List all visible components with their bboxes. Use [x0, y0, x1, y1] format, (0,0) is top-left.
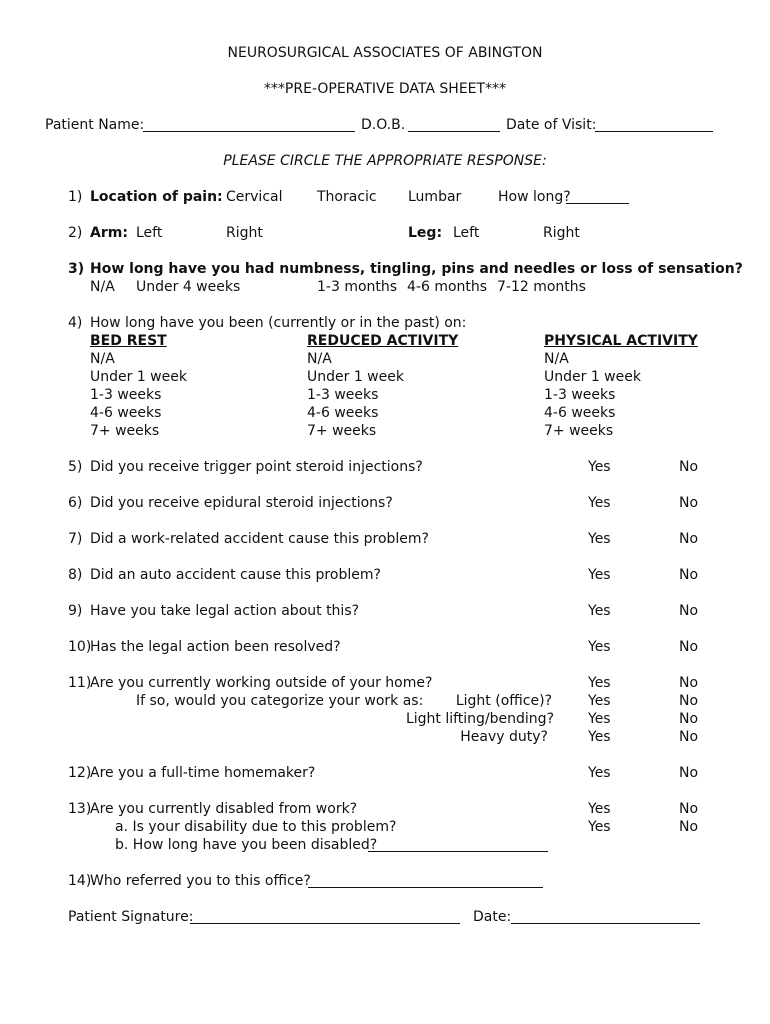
q14-number: 14): [68, 873, 92, 889]
visit-date-field[interactable]: [595, 131, 713, 132]
q4-reduced-activity-option[interactable]: Under 1 week: [307, 369, 404, 385]
instruction: PLEASE CIRCLE THE APPROPRIATE RESPONSE:: [223, 153, 547, 169]
q4-bed-rest-option[interactable]: 7+ weeks: [90, 423, 160, 439]
q13b-text: b. How long have you been disabled?: [115, 837, 378, 853]
q10-number: 10): [68, 639, 92, 655]
q4-bed-rest-header: BED REST: [90, 333, 167, 349]
q8-yes[interactable]: Yes: [588, 567, 611, 583]
q1-label: Location of pain:: [90, 189, 223, 205]
q2-arm-right[interactable]: Right: [226, 225, 263, 241]
q12-number: 12): [68, 765, 92, 781]
q4-reduced-activity-header: REDUCED ACTIVITY: [307, 333, 459, 349]
q5-no[interactable]: No: [679, 459, 699, 475]
q3-option-4-6-months[interactable]: 4-6 months: [407, 279, 488, 295]
patient-name-field[interactable]: [143, 131, 355, 132]
q11-sub-text: If so, would you categorize your work as:: [136, 693, 424, 709]
q1-option-lumbar[interactable]: Lumbar: [408, 189, 462, 205]
q3-option-under-4-weeks[interactable]: Under 4 weeks: [136, 279, 241, 295]
q4-physical-activity-option[interactable]: 4-6 weeks: [544, 405, 616, 421]
q4-bed-rest-option[interactable]: 4-6 weeks: [90, 405, 162, 421]
q7-yes[interactable]: Yes: [588, 531, 611, 547]
q11-number: 11): [68, 675, 92, 691]
q8-no[interactable]: No: [679, 567, 699, 583]
q7-no[interactable]: No: [679, 531, 699, 547]
visit-date-label: Date of Visit:: [506, 117, 597, 133]
q4-reduced-activity-option[interactable]: 4-6 weeks: [307, 405, 379, 421]
q10-yes[interactable]: Yes: [588, 639, 611, 655]
q9-no[interactable]: No: [679, 603, 699, 619]
q13a-no[interactable]: No: [679, 819, 699, 835]
q9-number: 9): [68, 603, 83, 619]
q3-number: 3): [68, 261, 85, 277]
q11-light-office-yes[interactable]: Yes: [588, 693, 611, 709]
q6-no[interactable]: No: [679, 495, 699, 511]
q1-how-long-field[interactable]: [566, 203, 629, 204]
q2-arm-label: Arm:: [90, 225, 128, 241]
q13-text: Are you currently disabled from work?: [90, 801, 358, 817]
q13-no[interactable]: No: [679, 801, 699, 817]
q14-referral-field[interactable]: [308, 887, 543, 888]
q11-heavy-duty-yes[interactable]: Yes: [588, 729, 611, 745]
q12-no[interactable]: No: [679, 765, 699, 781]
q3-option-7-12-months[interactable]: 7-12 months: [497, 279, 586, 295]
q13a-yes[interactable]: Yes: [588, 819, 611, 835]
q8-text: Did an auto accident cause this problem?: [90, 567, 381, 583]
q6-text: Did you receive epidural steroid injections?: [90, 495, 393, 511]
q3-text: How long have you had numbness, tingling, pins and needles or loss of sensation?: [90, 261, 743, 277]
q12-text: Are you a full-time homemaker?: [90, 765, 316, 781]
q5-number: 5): [68, 459, 83, 475]
q11-text: Are you currently working outside of your home?: [90, 675, 433, 691]
q1-option-thoracic[interactable]: Thoracic: [317, 189, 377, 205]
org-name: NEUROSURGICAL ASSOCIATES OF ABINGTON: [227, 45, 543, 61]
q4-text: How long have you been (currently or in the past) on:: [90, 315, 467, 331]
dob-label: D.O.B.: [361, 117, 406, 133]
q4-bed-rest-option[interactable]: 1-3 weeks: [90, 387, 162, 403]
q4-bed-rest-option[interactable]: N/A: [90, 351, 115, 367]
q12-yes[interactable]: Yes: [588, 765, 611, 781]
q5-yes[interactable]: Yes: [588, 459, 611, 475]
signature-field[interactable]: [190, 923, 460, 924]
q11-no[interactable]: No: [679, 675, 699, 691]
q13b-field[interactable]: [368, 851, 548, 852]
q11-light-lifting-label: Light lifting/bending?: [405, 711, 554, 727]
q4-physical-activity-option[interactable]: N/A: [544, 351, 569, 367]
q11-light-lifting-yes[interactable]: Yes: [588, 711, 611, 727]
q10-no[interactable]: No: [679, 639, 699, 655]
q6-number: 6): [68, 495, 83, 511]
q9-yes[interactable]: Yes: [588, 603, 611, 619]
q2-leg-label: Leg:: [408, 225, 443, 241]
q7-text: Did a work-related accident cause this problem?: [90, 531, 429, 547]
q4-physical-activity-option[interactable]: 7+ weeks: [544, 423, 614, 439]
q7-number: 7): [68, 531, 83, 547]
q4-physical-activity-option[interactable]: 1-3 weeks: [544, 387, 616, 403]
q4-reduced-activity-option[interactable]: N/A: [307, 351, 332, 367]
q4-physical-activity-option[interactable]: Under 1 week: [544, 369, 641, 385]
q3-option-na[interactable]: N/A: [90, 279, 115, 295]
date-label: Date:: [473, 909, 512, 925]
q13a-text: a. Is your disability due to this problem?: [115, 819, 397, 835]
form-title: ***PRE-OPERATIVE DATA SHEET***: [263, 81, 507, 97]
q11-light-office-label: Light (office)?: [455, 693, 552, 709]
q1-how-long-label: How long?: [498, 189, 571, 205]
q11-light-lifting-no[interactable]: No: [679, 711, 699, 727]
q4-reduced-activity-option[interactable]: 1-3 weeks: [307, 387, 379, 403]
q4-physical-activity-header: PHYSICAL ACTIVITY: [544, 333, 698, 349]
signature-label: Patient Signature:: [68, 909, 194, 925]
q6-yes[interactable]: Yes: [588, 495, 611, 511]
patient-name-label: Patient Name:: [45, 117, 145, 133]
q4-bed-rest-option[interactable]: Under 1 week: [90, 369, 187, 385]
q2-arm-left[interactable]: Left: [136, 225, 163, 241]
date-field[interactable]: [511, 923, 700, 924]
q2-leg-right[interactable]: Right: [543, 225, 580, 241]
q10-text: Has the legal action been resolved?: [90, 639, 341, 655]
q13-number: 13): [68, 801, 92, 817]
q1-option-cervical[interactable]: Cervical: [226, 189, 283, 205]
q8-number: 8): [68, 567, 83, 583]
q14-text: Who referred you to this office?: [90, 873, 311, 889]
q13-yes[interactable]: Yes: [588, 801, 611, 817]
q9-text: Have you take legal action about this?: [90, 603, 360, 619]
q11-heavy-duty-no[interactable]: No: [679, 729, 699, 745]
q11-yes[interactable]: Yes: [588, 675, 611, 691]
q11-heavy-duty-label: Heavy duty?: [460, 729, 548, 745]
q2-number: 2): [68, 225, 83, 241]
q4-number: 4): [68, 315, 83, 331]
q11-light-office-no[interactable]: No: [679, 693, 699, 709]
dob-field[interactable]: [408, 131, 500, 132]
q2-leg-left[interactable]: Left: [453, 225, 480, 241]
q5-text: Did you receive trigger point steroid injections?: [90, 459, 423, 475]
q3-option-1-3-months[interactable]: 1-3 months: [317, 279, 398, 295]
q4-reduced-activity-option[interactable]: 7+ weeks: [307, 423, 377, 439]
q1-number: 1): [68, 189, 83, 205]
